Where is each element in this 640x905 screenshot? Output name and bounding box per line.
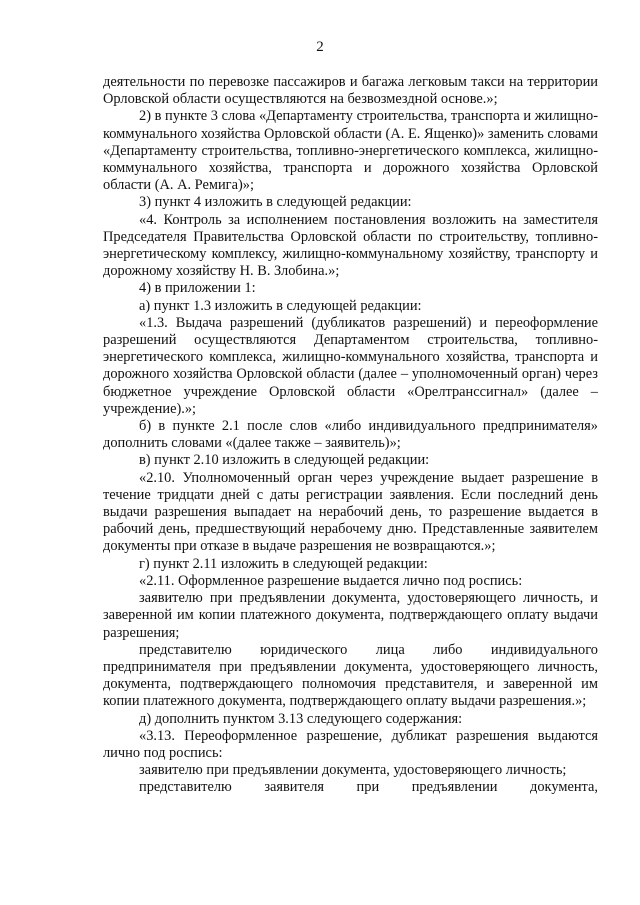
paragraph: б) в пункте 2.1 после слов «либо индивидуального предпринимателя» дополнить словами «(далее также – заявитель)»; bbox=[103, 418, 598, 452]
paragraph: заявителю при предъявлении документа, удостоверяющего личность; bbox=[139, 762, 567, 779]
paragraph: д) дополнить пунктом 3.13 следующего содержания: bbox=[139, 710, 463, 727]
paragraph: заявителю при предъявлении документа, удостоверяющего личность, и заверенной им копии платежного документа, подтверждающего оплату выдачи разрешения; bbox=[103, 590, 598, 641]
paragraph: в) пункт 2.10 изложить в следующей редакции: bbox=[139, 452, 430, 469]
paragraph: г) пункт 2.11 изложить в следующей редакции: bbox=[139, 555, 428, 572]
paragraph: «2.11. Оформленное разрешение выдается лично под роспись: bbox=[139, 572, 523, 589]
paragraph: деятельности по перевозке пассажиров и багажа легковым такси на территории Орловской области осуществляются на безвозмездной основе.»; bbox=[103, 74, 598, 108]
paragraph: представителю юридического лица либо индивидуального предпринимателя при предъявлении документа, удостоверяющего личность, документа, подтверждающего полномочия представителя, и заверенной им копии платежного документа, подтверждающего оплату выдачи разрешения.»; bbox=[103, 641, 598, 710]
paragraph: 3) пункт 4 изложить в следующей редакции: bbox=[139, 194, 412, 211]
document-body bbox=[103, 74, 598, 797]
paragraph: а) пункт 1.3 изложить в следующей редакции: bbox=[139, 297, 422, 314]
paragraph: 4) в приложении 1: bbox=[139, 280, 256, 297]
paragraph: «3.13. Переоформленное разрешение, дубликат разрешения выдаются лично под роспись: bbox=[103, 727, 598, 761]
paragraph: «1.3. Выдача разрешений (дубликатов разрешений) и переоформление разрешений осуществляются Департаментом строительства, топливно-энергетического комплекса, жилищно-коммунального хозяйства, транспорта и дорожного хозяйства Орловской области (далее – уполномоченный орган) через бюджетное учреждение Орловской области «Орелтранссигнал» (далее – учреждение).»; bbox=[103, 314, 598, 417]
paragraph: «4. Контроль за исполнением постановления возложить на заместителя Председателя Правительства Орловской области по строительству, топливно-энергетическому комплексу, жилищно-коммунальному хозяйству, транспорту и дорожному хозяйству Н. В. Злобина.»; bbox=[103, 211, 598, 280]
paragraph: представителю заявителя при предъявлении документа, bbox=[139, 779, 598, 796]
paragraph: «2.10. Уполномоченный орган через учреждение выдает разрешение в течение тридцати дней с даты регистрации заявления. Если последний день выдачи разрешения выпадает на нерабочий день, то разрешение выдается в рабочий день, предшествующий нерабочему дню. Представленные заявителем документы при отказе в выдаче разрешения не возвращаются.»; bbox=[103, 469, 598, 555]
paragraph: 2) в пункте 3 слова «Департаменту строительства, транспорта и жилищно-коммунального хозяйства Орловской области (А. Е. Ященко)» заменить словами «Департаменту строительства, топливно-энергетического комплекса, жилищно-коммунального хозяйства, транспорта и дорожного хозяйства Орловской области (А. А. Ремига)»; bbox=[103, 108, 598, 194]
page-number: 2 bbox=[316, 39, 324, 55]
